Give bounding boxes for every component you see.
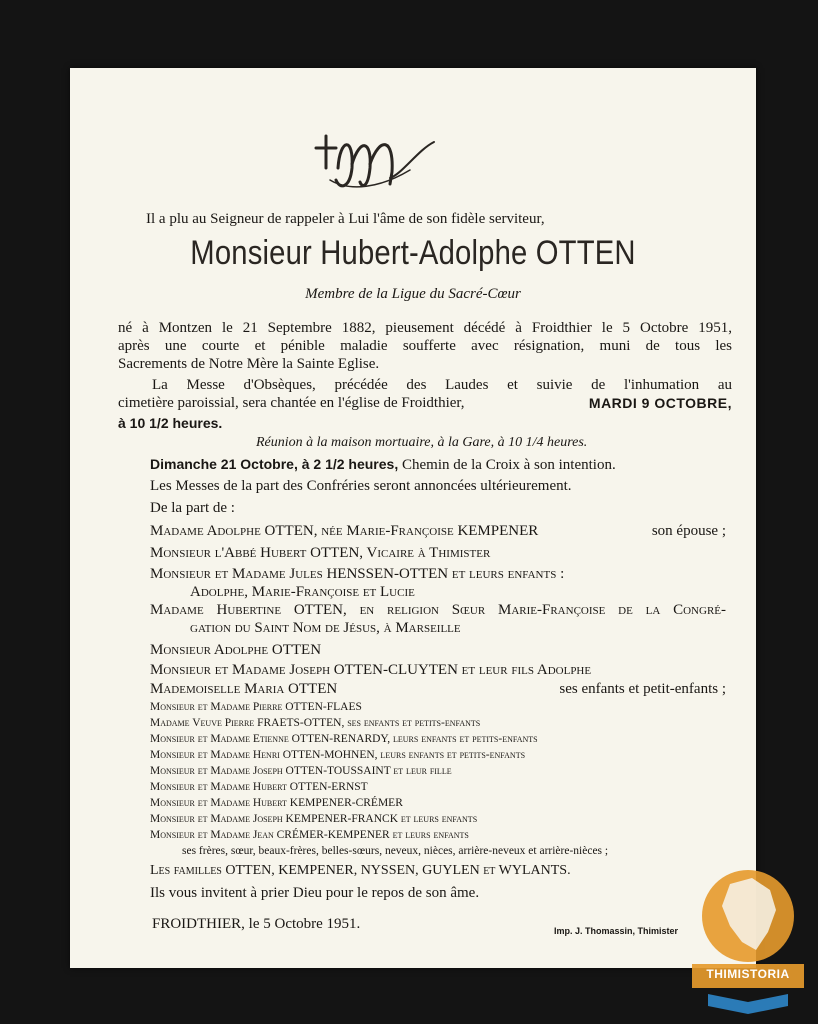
family-small-line: Monsieur et Madame Joseph KEMPENER-FRANCK et leurs enfants <box>150 813 478 825</box>
family-line: Monsieur et Madame Jules HENSSEN-OTTEN et leurs enfants : <box>150 566 565 582</box>
funeral-line-1: La Messe d'Obsèques, précédée des Laudes et suivie de l'inhumation au <box>152 377 732 393</box>
thimistoria-emblem-icon <box>690 866 810 1016</box>
funeral-time: à 10 1/2 heures. <box>118 415 223 431</box>
family-line: gation du Saint Nom de Jésus, à Marseille <box>190 620 461 636</box>
thimistoria-logo <box>690 866 810 1016</box>
bio-line-1: né à Montzen le 21 Septembre 1882, pieusement décédé à Froidthier le 5 Octobre 1951, <box>118 320 732 336</box>
relatives-line: ses frères, sœur, beaux-frères, belles-sœurs, neveux, nièces, arrière-neveux et arrière-nièces ; <box>182 845 609 857</box>
place-date: FROIDTHIER, le 5 Octobre 1951. <box>152 916 361 932</box>
bio-line-2: après une courte et pénible maladie soufferte avec résignation, muni de tous les <box>118 338 732 354</box>
family-small-line: Monsieur et Madame Hubert KEMPENER-CRÉMER <box>150 797 403 809</box>
family-line: Madame Hubertine OTTEN, en religion Sœur Marie-Françoise de la Congré- <box>150 602 726 618</box>
families-line: Les familles OTTEN, KEMPENER, NYSSEN, GUYLEN et WYLANTS. <box>150 863 571 878</box>
bio-line-3: Sacrements de Notre Mère la Sainte Eglise. <box>118 356 380 372</box>
family-small-line: Monsieur et Madame Hubert OTTEN-ERNST <box>150 781 368 793</box>
sunday-line <box>150 456 616 474</box>
family-small-line: Monsieur et Madame Jean CRÉMER-KEMPENER et leurs enfants <box>150 829 469 841</box>
family-small-line: Monsieur et Madame Etienne OTTEN-RENARDY, leurs enfants et petits-enfants <box>150 733 538 745</box>
family-line: Madame Adolphe OTTEN, née Marie-Françoise KEMPENER son épouse ; <box>150 523 726 539</box>
deceased-name: Monsieur Hubert-Adolphe OTTEN <box>190 234 636 272</box>
membership-text: Membre de la Ligue du Sacré-Cœur <box>305 286 521 302</box>
funeral-line-2 <box>118 395 732 412</box>
funeral-location: cimetière paroissial, sera chantée en l'église de Froidthier, <box>118 395 465 411</box>
de-la-part-heading: De la part de : <box>150 500 235 516</box>
family-line: Monsieur l'Abbé Hubert OTTEN, Vicaire à Thimister <box>150 545 491 561</box>
sunday-text: Chemin de la Croix à son intention. <box>401 457 616 473</box>
family-small-line: Madame Veuve Pierre FRAETS-OTTEN, ses enfants et petits-enfants <box>150 717 481 729</box>
intro-text: Il a plu au Seigneur de rappeler à Lui l'âme de son fidèle serviteur, <box>146 211 545 227</box>
funeral-date: MARDI 9 OCTOBRE, <box>588 395 732 411</box>
family-small-line: Monsieur et Madame Henri OTTEN-MOHNEN, leurs enfants et petits-enfants <box>150 749 526 761</box>
meeting-text: Réunion à la maison mortuaire, à la Gare, à 10 1/4 heures. <box>256 435 588 450</box>
obituary-card <box>70 68 756 968</box>
printer-credit: Imp. J. Thomassin, Thimister <box>554 926 679 936</box>
watermark-text: THIMISTORIA <box>706 967 790 981</box>
invite-line: Ils vous invitent à prier Dieu pour le repos de son âme. <box>150 885 480 901</box>
family-small-line: Monsieur et Madame Joseph OTTEN-TOUSSAINT et leur fille <box>150 765 452 777</box>
sunday-date: Dimanche 21 Octobre, à 2 1/2 heures, <box>150 456 399 472</box>
cross-m-monogram-icon <box>310 128 440 198</box>
family-line: Monsieur Adolphe OTTEN <box>150 642 322 658</box>
family-line: Mademoiselle Maria OTTEN ses enfants et petit-enfants ; <box>150 681 726 697</box>
family-line: Adolphe, Marie-Françoise et Lucie <box>190 584 415 600</box>
masses-text: Les Messes de la part des Confréries seront annoncées ultérieurement. <box>150 478 572 494</box>
family-small-line: Monsieur et Madame Pierre OTTEN-FLAES <box>150 701 362 713</box>
family-line: Monsieur et Madame Joseph OTTEN-CLUYTEN et leur fils Adolphe <box>150 662 592 678</box>
